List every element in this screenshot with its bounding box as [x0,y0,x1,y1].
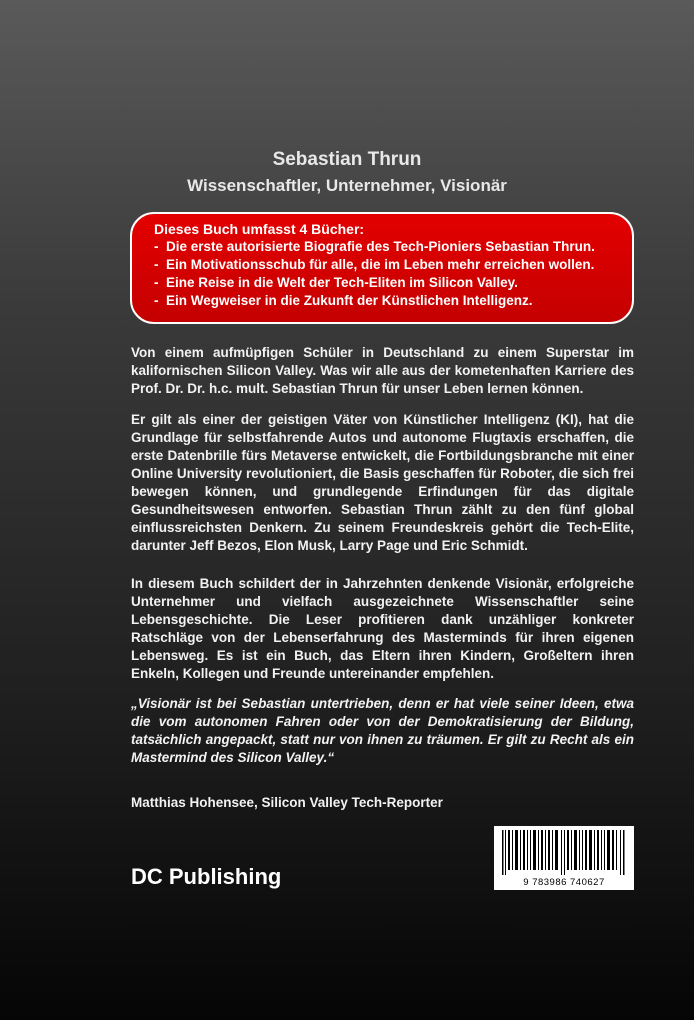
testimonial-quote: „Visionär ist bei Sebastian untertrieben, denn er hat viele seiner Ideen, etwa die vom autonomen Fahren oder von der Demokratisierung der Bildung, tatsächlich angepackt, statt nur von ihnen zu träumen. Er gilt zu Recht als ein Mastermind des Silicon Valley.“ [131,696,634,765]
isbn-number: 9 783986 740627 [523,877,605,888]
summary-paragraph: In diesem Buch schildert der in Jahrzehnten denkende Visionär, erfolgreiche Unternehmer und vielfach ausgezeichnete Wissenschaftler seine Lebensgeschichte. Die Leser profitieren dank unzähliger konkreter Ratschläge von der Lebenserfahrung des Masterminds für ihren eigenen Lebensweg. Es ist ein Buch, das Eltern ihren Kindern, Großeltern ihren Enkeln, Kollegen und Freunde untereinander empfehlen. [131,576,634,681]
highlight-list [154,238,618,310]
highlight-item: - Ein Motivationsschub für alle, die im Leben mehr erreichen wollen. [154,256,618,274]
highlight-box-heading: Dieses Buch umfasst 4 Bücher: [154,221,365,237]
isbn-barcode [494,826,634,890]
highlight-item: - Eine Reise in die Welt der Tech-Eliten im Silicon Valley. [154,274,618,292]
achievements-paragraph: Er gilt als einer der geistigen Väter von Künstlicher Intelligenz (KI), hat die Grundlage für selbstfahrende Autos und autonome Flugtaxis erschaffen, die erste Datenbrille fürs Metaverse entwickelt, die Fortbildungsbranche mit einer Online University revolutioniert, die Basis geschaffen für Roboter, die sich frei bewegen können, und grundlegende Erfindungen für das digitale Gesundheitswesen entworfen. Sebastian Thrun zählt zu den fünf global einflussreichsten Denkern. Zu seinem Freundeskreis gehört die Tech-Elite, darunter Jeff Bezos, Elon Musk, Larry Page und Eric Schmidt. [131,412,634,553]
book-title: Sebastian Thrun [272,149,422,170]
highlight-item: - Die erste autorisierte Biografie des Tech-Pioniers Sebastian Thrun. [154,238,618,256]
highlight-box [130,212,634,324]
barcode-bars [500,830,628,875]
quote-author: Matthias Hohensee, Silicon Valley Tech-Reporter [131,795,443,810]
publisher-name: DC Publishing [131,864,282,889]
book-subtitle: Wissenschaftler, Unternehmer, Visionär [187,176,507,195]
intro-paragraph: Von einem aufmüpfigen Schüler in Deutschland zu einem Superstar im kalifornischen Silicon Valley. Was wir alle aus der kometenhaften Karriere des Prof. Dr. Dr. h.c. mult. Sebastian Thrun für unser Leben lernen können. [131,345,634,396]
highlight-item: - Ein Wegweiser in die Zukunft der Künstlichen Intelligenz. [154,292,618,310]
title-block [0,148,694,198]
